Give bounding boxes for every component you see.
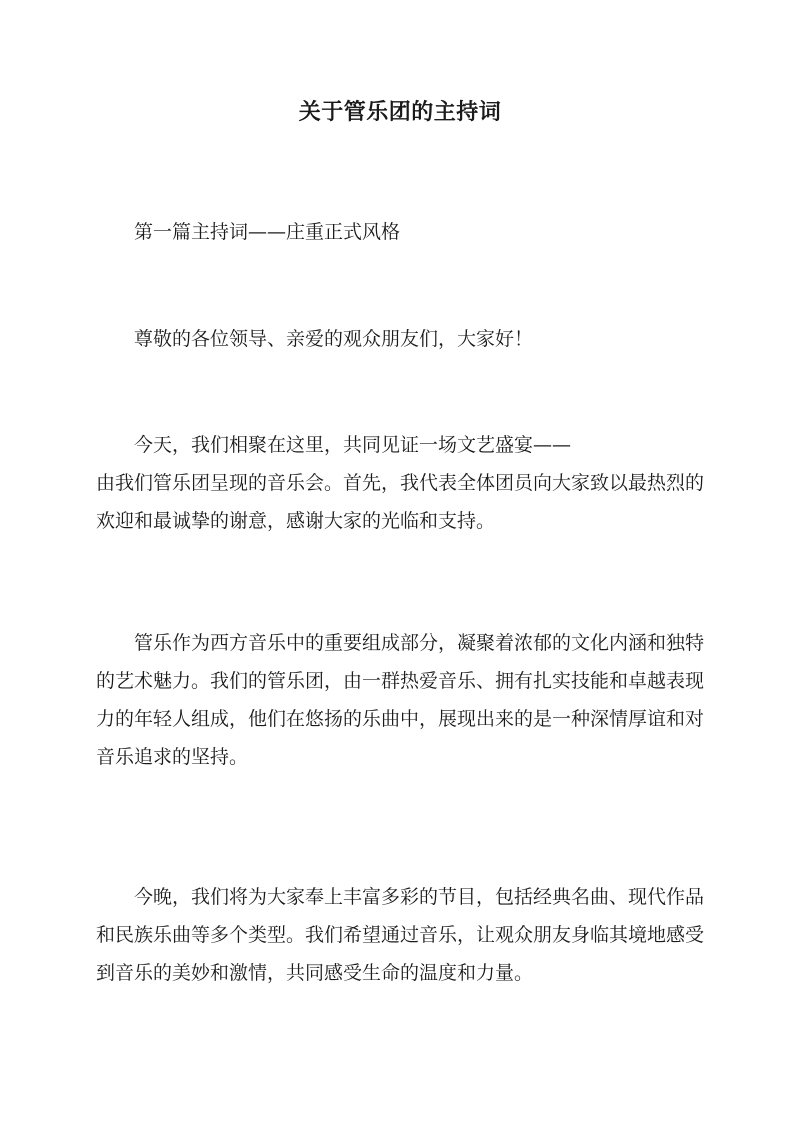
paragraph-line: 和民族乐曲等多个类型。我们希望通过音乐，让观众朋友身临其境地感受 (96, 924, 705, 946)
paragraph-line: 欢迎和最诚挚的谢意，感谢大家的光临和支持。 (96, 510, 496, 532)
paragraph-today (96, 426, 705, 540)
paragraph-line: 今晚，我们将为大家奉上丰富多彩的节目，包括经典名曲、现代作品 (134, 886, 705, 908)
document-title: 关于管乐团的主持词 (298, 99, 502, 125)
paragraph-line: 今天，我们相聚在这里，共同见证一场文艺盛宴—— (134, 434, 572, 456)
paragraph-line: 由我们管乐团呈现的音乐会。首先，我代表全体团员向大家致以最热烈的 (96, 472, 705, 494)
paragraph-line: 管乐作为西方音乐中的重要组成部分，凝聚着浓郁的文化内涵和独特 (134, 632, 705, 654)
subtitle-paragraph: 第一篇主持词——庄重正式风格 (134, 221, 401, 243)
paragraph-tonight (96, 878, 705, 992)
paragraph-line: 的艺术魅力。我们的管乐团，由一群热爱音乐、拥有扎实技能和卓越表现 (96, 670, 705, 692)
paragraph-line: 音乐追求的坚持。 (96, 746, 249, 768)
paragraph-line: 到音乐的美妙和激情，共同感受生命的温度和力量。 (96, 962, 534, 984)
paragraph-wind-music (96, 624, 705, 776)
paragraph-line: 力的年轻人组成，他们在悠扬的乐曲中，展现出来的是一种深情厚谊和对 (96, 708, 705, 730)
greeting-paragraph: 尊敬的各位领导、亲爱的观众朋友们，大家好！ (134, 328, 534, 350)
